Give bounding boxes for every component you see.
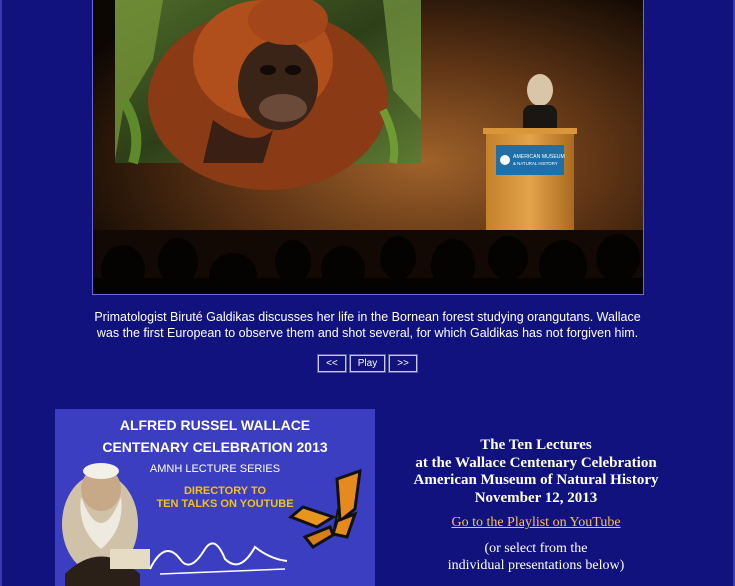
podium-logo-line1: AMERICAN MUSEUM [513, 154, 565, 160]
page-left-edge [0, 0, 2, 586]
lectures-title-1: The Ten Lectures [480, 437, 592, 453]
banner-line-1: ALFRED RUSSEL WALLACE [119, 417, 311, 433]
banner-line-2: CENTENARY CELEBRATION 2013 [102, 439, 328, 455]
selection-note-line-2: individual presentations below) [447, 558, 625, 573]
banner-line-4: DIRECTORY TO [183, 485, 267, 497]
banner-line-3: AMNH LECTURE SERIES [149, 463, 281, 475]
wallace-signature [150, 543, 287, 569]
wallace-portrait-image [62, 463, 150, 586]
slideshow-photo [92, 0, 644, 295]
lectures-info [395, 437, 677, 574]
photo-caption [60, 310, 675, 341]
slideshow-controls [0, 355, 735, 372]
lectures-date: November 12, 2013 [474, 489, 598, 506]
previous-button[interactable]: << [318, 355, 346, 372]
lecture-hall-scene [93, 0, 643, 294]
lectures-title-2: at the Wallace Centenary Celebration [415, 454, 657, 471]
selection-note-line-1: (or select from the [484, 541, 588, 556]
lectures-title-3: American Museum of Natural History [413, 472, 659, 488]
caption-line-1: Primatologist Biruté Galdikas discusses her life in the Bornean forest studying orangutans. Wallace [94, 310, 641, 324]
banner-line-5: TEN TALKS ON YOUTUBE [156, 498, 294, 510]
play-button[interactable]: Play [350, 355, 385, 372]
playlist-link[interactable]: Go to the Playlist on YouTube [451, 515, 621, 530]
butterfly-icon [291, 471, 360, 547]
directory-banner[interactable] [55, 409, 375, 586]
banner-illustration [55, 409, 375, 586]
signature-underline [160, 569, 285, 574]
next-button[interactable]: >> [389, 355, 417, 372]
selection-note [395, 540, 677, 574]
caption-line-2: was the first European to observe them and shot several, for which Galdikas has not forgiven him. [96, 325, 639, 340]
podium [483, 128, 577, 240]
podium-logo-line2: & NATURAL HISTORY [513, 161, 558, 166]
